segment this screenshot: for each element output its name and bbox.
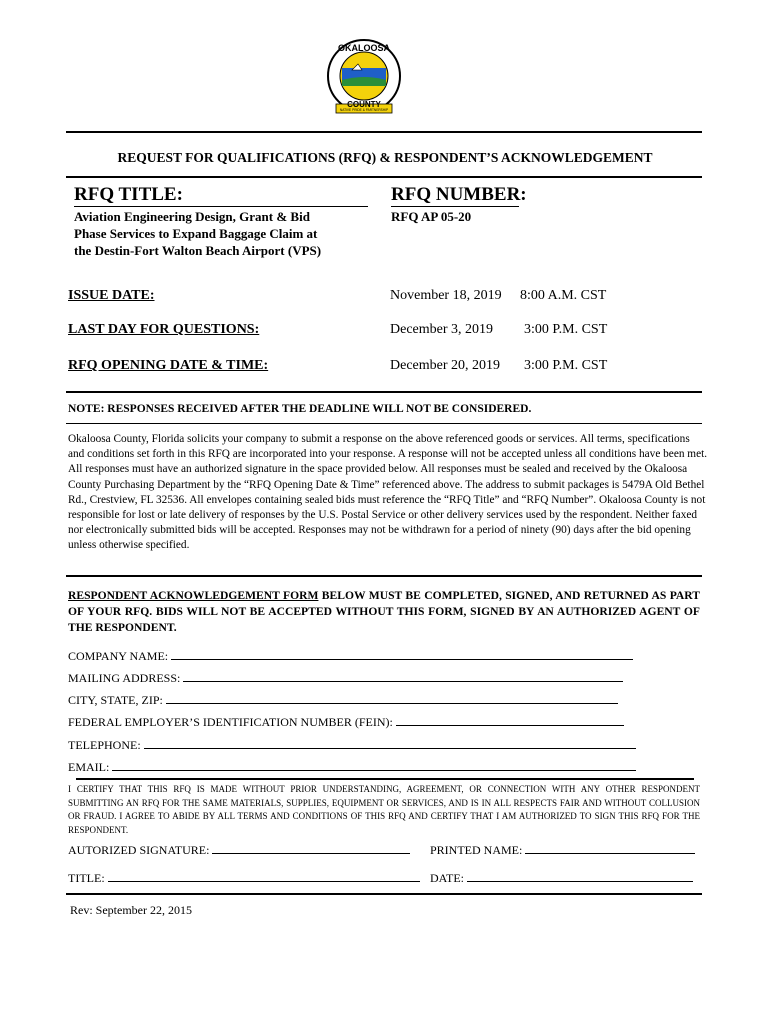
fein-blank[interactable] [396,714,624,726]
rfq-number-underline [391,206,519,207]
company-name-label: COMPANY NAME: [68,649,169,663]
heading-divider [66,176,702,178]
intro-paragraph: Okaloosa County, Florida solicits your company to submit a response on the above referenced goods or services. All terms, specifications and conditions set forth in this RFQ are incorporated into your response. A response will not be accepted unless all conditions have been met. All responses must have an authorized signature in the space provided below. All responses must be sealed and received by the Okaloosa County Purchasing Department by the “RFQ Opening Date & Time” referenced above. The address to submit packages is 5479A Old Bethel Rd., Crestview, FL 32536. All envelopes containing sealed bids must reference the “RFQ Title” and “RFQ Number”. Okaloosa County is not responsible for lost or late delivery of responses by the U.S. Postal Service or other delivery services used by the respondent. Neither faxed nor electronically submitted bids will be accepted. Responses may not be withdrawn for a period of ninety (90) days after the bid opening unless otherwise specified. [68,433,708,552]
ack-form-title: RESPONDENT ACKNOWLEDGEMENT FORM [68,589,319,602]
signature-field[interactable] [68,842,410,858]
rfq-title-line: Aviation Engineering Design, Grant & Bid [74,209,310,224]
top-divider [66,131,702,133]
telephone-blank[interactable] [144,737,636,749]
opening-date-label: RFQ OPENING DATE & TIME: [68,358,269,373]
email-label: EMAIL: [68,760,110,774]
rfq-number-label: RFQ NUMBER: [391,184,527,205]
company-name-field[interactable] [68,648,633,664]
intro-divider [66,575,702,577]
title-field[interactable] [68,870,420,886]
deadline-note: NOTE: RESPONSES RECEIVED AFTER THE DEADLINE WILL NOT BE CONSIDERED. [68,403,532,415]
fein-label: FEDERAL EMPLOYER’S IDENTIFICATION NUMBER (FEIN): [68,715,393,729]
issue-date-label: ISSUE DATE: [68,288,155,303]
rfq-title-line: Phase Services to Expand Baggage Claim at [74,226,318,241]
page-title: REQUEST FOR QUALIFICATIONS (RFQ) & RESPONDENT’S ACKNOWLEDGEMENT [117,150,653,165]
company-name-blank[interactable] [171,648,633,660]
opening-time-value: 3:00 P.M. CST [524,358,608,373]
telephone-label: TELEPHONE: [68,738,141,752]
rfq-title-label: RFQ TITLE: [74,184,183,205]
mailing-address-field[interactable] [68,670,623,686]
issue-time-value: 8:00 A.M. CST [520,288,607,303]
seal-bottom-text: COUNTY [347,100,381,109]
revision-date: Rev: September 22, 2015 [70,903,192,917]
signature-label: AUTORIZED SIGNATURE: [68,843,210,857]
email-field[interactable] [68,759,636,775]
city-state-zip-blank[interactable] [166,692,618,704]
acknowledgement-instructions [68,588,700,636]
note-divider [66,423,702,424]
fein-field[interactable] [68,714,624,730]
signature-blank[interactable] [212,842,410,854]
signature-divider [66,893,702,895]
title-label: TITLE: [68,871,105,885]
title-blank[interactable] [108,870,420,882]
seal-top-text: OKALOOSA [337,43,391,53]
mailing-address-label: MAILING ADDRESS: [68,671,181,685]
rfq-title-text [74,208,321,259]
printed-name-field[interactable] [430,842,695,858]
certification-statement: I CERTIFY THAT THIS RFQ IS MADE WITHOUT PRIOR UNDERSTANDING, AGREEMENT, OR CONNECTION WITH ANY OTHER RESPONDENT SUBMITTING AN RFQ FOR THE SAME MATERIALS, SUPPLIES, EQUIPMENT OR SERVICES, AND IS IN ALL RESPECTS FAIR AND WITHOUT COLLUSION OR FRAUD. I AGREE TO ABIDE BY ALL TERMS AND CONDITIONS OF THIS RFQ AND CERTIFY THAT I AM AUTHORIZED TO SIGN THIS RFQ FOR THE RESPONDENT. [68,784,700,835]
email-blank[interactable] [112,759,636,771]
date-field[interactable] [430,870,693,886]
mailing-address-blank[interactable] [183,670,623,682]
questions-time-value: 3:00 P.M. CST [524,322,608,337]
city-state-zip-field[interactable] [68,692,618,708]
issue-date-value: November 18, 2019 [390,288,502,303]
county-seal-logo [322,36,406,118]
rfq-title-line: the Destin-Fort Walton Beach Airport (VPS) [74,243,322,258]
printed-name-label: PRINTED NAME: [430,843,523,857]
city-state-zip-label: CITY, STATE, ZIP: [68,693,163,707]
ack-instructions-text: BELOW MUST BE COMPLETED, SIGNED, AND RETURNED AS PART OF YOUR RFQ. BIDS WILL NOT BE ACCEPTED WITHOUT THIS FORM, SIGNED BY AN AUTHORIZED AGENT OF THE RESPONDENT. [68,589,700,634]
fields-divider [76,778,694,780]
opening-date-value: December 20, 2019 [390,358,501,373]
rfq-title-underline [74,206,368,207]
questions-date-value: December 3, 2019 [390,322,494,337]
date-label: DATE: [430,871,464,885]
seal-banner-text: NATIVE PRIDE & PARTNERSHIP [339,108,389,112]
rfq-number-value: RFQ AP 05-20 [391,209,472,224]
dates-divider [66,391,702,393]
telephone-field[interactable] [68,737,636,753]
printed-name-blank[interactable] [525,842,695,854]
questions-date-label: LAST DAY FOR QUESTIONS: [68,322,260,337]
date-blank[interactable] [467,870,693,882]
